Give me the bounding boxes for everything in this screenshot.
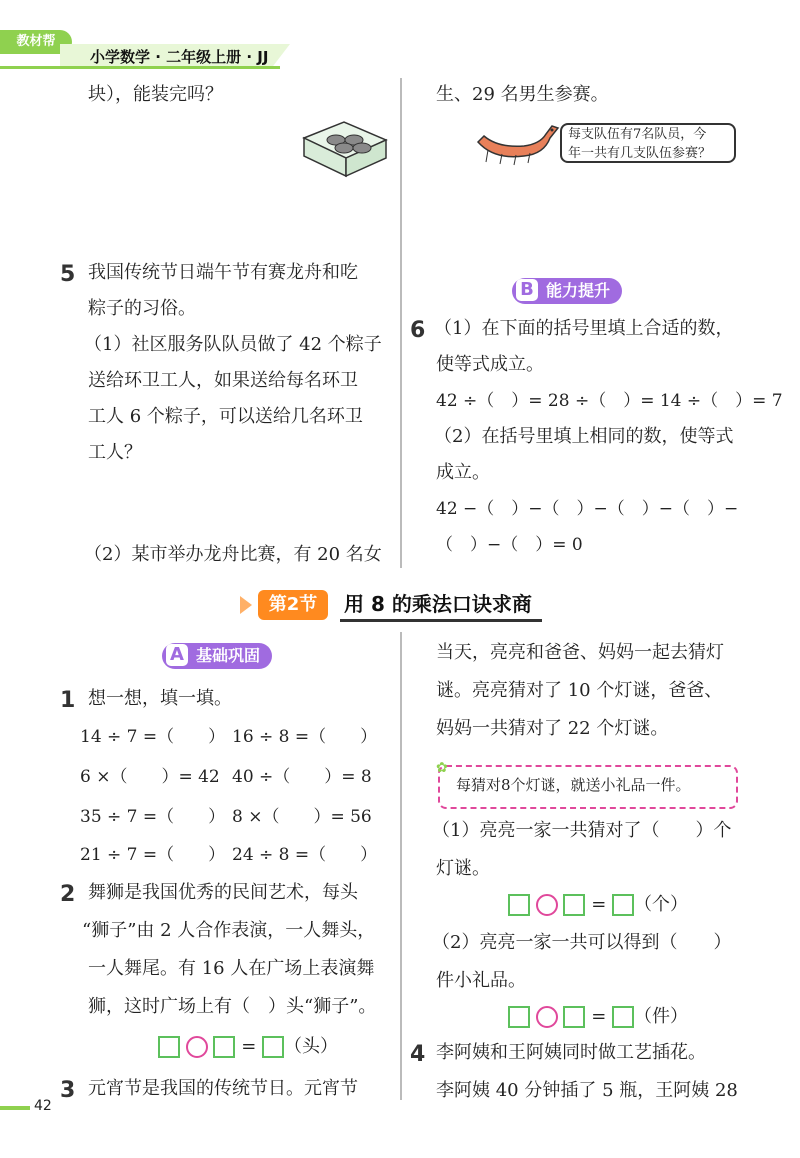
unit-label: （个） xyxy=(634,894,688,915)
answer-box[interactable] xyxy=(262,1036,284,1058)
answer-box[interactable] xyxy=(508,1006,530,1028)
text-line: 妈妈一共猜对了 22 个灯谜。 xyxy=(436,718,669,739)
dragon-boat-icon xyxy=(474,120,562,166)
basic-badge xyxy=(162,643,272,669)
text-line: 李阿姨和王阿姨同时做工艺插花。 xyxy=(436,1042,706,1063)
equation-line: 42 −（ ）−（ ）−（ ）−（ ）− xyxy=(436,499,739,519)
page-number: 42 xyxy=(34,1098,52,1114)
text-line: 件小礼品。 xyxy=(436,970,526,991)
text-line: 工人？ xyxy=(88,442,142,463)
text-line: 狮，这时广场上有（ ）头“狮子”。 xyxy=(88,996,377,1017)
answer-box[interactable] xyxy=(612,894,634,916)
section-title: 用 8 的乘法口诀求商 xyxy=(340,588,542,622)
section-tag: 第2节 xyxy=(258,590,328,620)
answer-formula: = （个） xyxy=(508,886,688,924)
page-bar xyxy=(0,1106,30,1110)
text-line: 送给环卫工人，如果送给每名环卫 xyxy=(88,370,358,391)
equation: 14 ÷ 7 =（ ） xyxy=(80,727,226,747)
column-divider-top xyxy=(400,78,402,568)
operator-circle[interactable] xyxy=(186,1036,208,1058)
answer-box[interactable] xyxy=(213,1036,235,1058)
speech-bubble xyxy=(560,123,736,163)
text-line: 灯谜。 xyxy=(436,858,490,879)
zongzi-box-illustration xyxy=(300,118,390,180)
badge-label: 能力提升 xyxy=(546,281,611,300)
text-line: 我国传统节日端午节有赛龙舟和吃 xyxy=(88,262,358,283)
badge-letter: B xyxy=(516,279,538,301)
brand-tag: 教材帮 xyxy=(0,30,72,54)
text-line: 成立。 xyxy=(436,462,490,483)
column-divider-bottom xyxy=(400,632,402,1100)
question-title: 想一想，填一填。 xyxy=(88,688,232,709)
question-number: 5 xyxy=(60,262,76,287)
text-line: 块），能装完吗？ xyxy=(88,84,223,105)
unit-label: （件） xyxy=(634,1006,688,1027)
section-arrow-icon xyxy=(240,596,252,614)
equation: 16 ÷ 8 =（ ） xyxy=(232,727,378,747)
answer-box[interactable] xyxy=(612,1006,634,1028)
bubble-line: 年一共有几支队伍参赛？ xyxy=(568,146,712,161)
text-line: 粽子的习俗。 xyxy=(88,298,196,319)
header-title: 小学数学 · 二年级上册 · JJ xyxy=(90,48,269,66)
ability-badge xyxy=(512,278,622,304)
badge-letter: A xyxy=(166,644,188,666)
equation: 8 ×（ ）= 56 xyxy=(232,807,372,827)
answer-box[interactable] xyxy=(563,1006,585,1028)
equation: 21 ÷ 7 =（ ） xyxy=(80,845,226,865)
text-line: 当天，亮亮和爸爸、妈妈一起去猜灯 xyxy=(436,642,724,663)
answer-box[interactable] xyxy=(508,894,530,916)
answer-box[interactable] xyxy=(158,1036,180,1058)
text-line: “狮子”由 2 人合作表演，一人舞头， xyxy=(82,920,376,941)
question-number: 1 xyxy=(60,688,76,713)
answer-formula: = （头） xyxy=(158,1028,338,1066)
equation: 35 ÷ 7 =（ ） xyxy=(80,807,226,827)
equation-line: （ ）−（ ）= 0 xyxy=(436,535,583,555)
question-number: 2 xyxy=(60,882,76,907)
equation: 6 ×（ ）= 42 xyxy=(80,767,220,787)
text-line: （1）亮亮一家一共猜对了（ ）个 xyxy=(432,820,732,841)
question-number: 4 xyxy=(410,1042,426,1067)
equation: 24 ÷ 8 =（ ） xyxy=(232,845,378,865)
operator-circle[interactable] xyxy=(536,1006,558,1028)
text-line: （2）某市举办龙舟比赛，有 20 名女 xyxy=(84,544,382,565)
leaf-icon: ✿ xyxy=(436,760,448,776)
text-line: 生、29 名男生参赛。 xyxy=(436,84,609,105)
equation: 40 ÷（ ）= 8 xyxy=(232,767,372,787)
answer-box[interactable] xyxy=(563,894,585,916)
unit-label: （头） xyxy=(284,1036,338,1057)
text-line: 舞狮是我国优秀的民间艺术，每头 xyxy=(88,882,358,903)
header-underline xyxy=(0,66,280,69)
text-line: （1）社区服务队队员做了 42 个粽子 xyxy=(84,334,382,355)
text-line: 工人 6 个粽子，可以送给几名环卫 xyxy=(88,406,363,427)
text-line: 谜。亮亮猜对了 10 个灯谜，爸爸、 xyxy=(436,680,723,701)
tip-text: 每猜对8个灯谜，就送小礼品一件。 xyxy=(456,776,691,794)
text-line: （2）在括号里填上相同的数，使等式 xyxy=(434,426,734,447)
text-line: 使等式成立。 xyxy=(436,354,544,375)
text-line: 一人舞尾。有 16 人在广场上表演舞 xyxy=(88,958,375,979)
text-line: （1）在下面的括号里填上合适的数， xyxy=(434,318,734,339)
text-line: 李阿姨 40 分钟插了 5 瓶，王阿姨 28 xyxy=(436,1080,738,1101)
text-line: （2）亮亮一家一共可以得到（ ） xyxy=(432,932,732,953)
badge-label: 基础巩固 xyxy=(196,646,261,665)
text-line: 元宵节是我国的传统节日。元宵节 xyxy=(88,1078,358,1099)
bubble-line: 每支队伍有7名队员，今 xyxy=(568,127,707,142)
question-number: 6 xyxy=(410,318,426,343)
answer-formula: = （件） xyxy=(508,998,688,1036)
operator-circle[interactable] xyxy=(536,894,558,916)
equation-line: 42 ÷（ ）= 28 ÷（ ）= 14 ÷（ ）= 7 xyxy=(436,391,783,411)
question-number: 3 xyxy=(60,1078,76,1103)
